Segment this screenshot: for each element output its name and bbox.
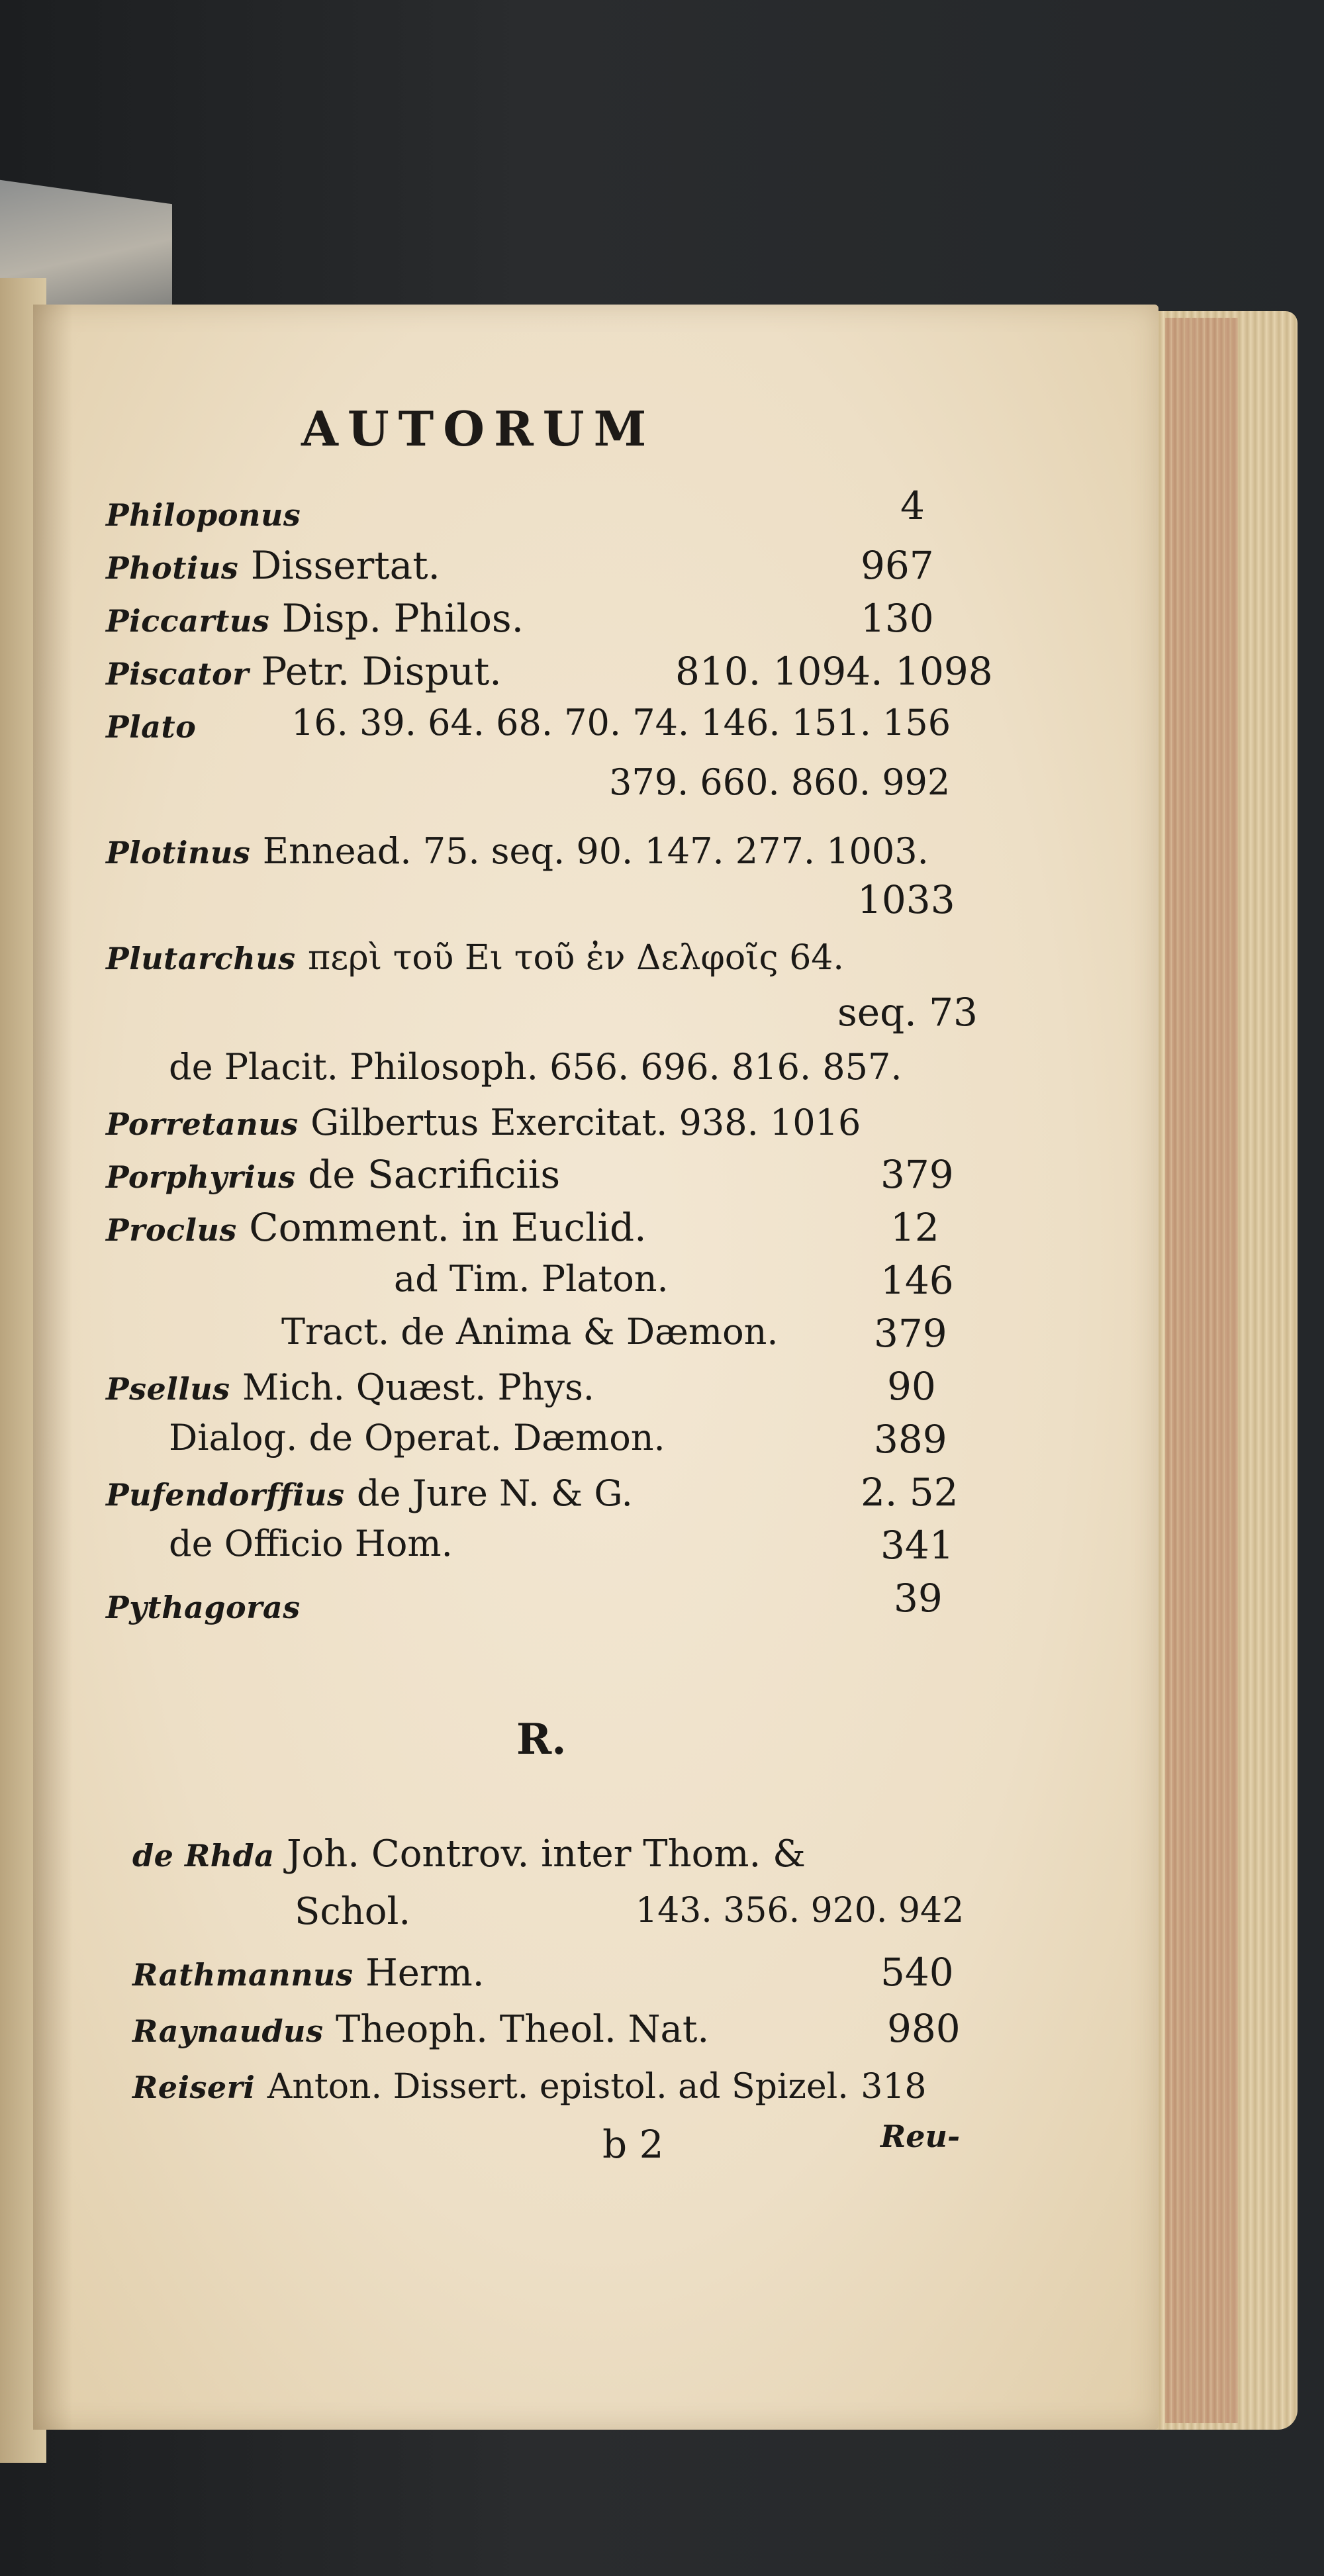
author-name: Porphyrius <box>106 1159 296 1195</box>
index-entry <box>106 649 502 694</box>
index-subentry: ad Tim. Platon. <box>394 1258 669 1300</box>
index-entry <box>132 2008 710 2051</box>
page-ref: 12 <box>890 1205 939 1250</box>
catchword: Reu- <box>880 2119 961 2154</box>
index-entry <box>106 937 844 978</box>
author-name: Piscator <box>106 656 249 692</box>
index-entry <box>106 543 440 588</box>
author-name: Plotinus <box>106 835 251 871</box>
entry-text: Gilbertus Exercitat. 938. 1016 <box>310 1102 861 1143</box>
author-name: Pythagoras <box>106 1590 301 1625</box>
author-name: Psellus <box>106 1371 230 1407</box>
author-name: Plutarchus <box>106 941 296 977</box>
index-subentry: de Placit. Philosoph. 656. 696. 816. 857. <box>169 1046 902 1088</box>
index-entry <box>132 1952 485 1995</box>
author-name: Photius <box>106 550 239 586</box>
page-ref: 16. 39. 64. 68. 70. 74. 146. 151. 156 <box>291 702 951 743</box>
index-entry <box>106 1367 594 1406</box>
page-ref: 39 <box>894 1576 943 1621</box>
entry-text: Herm. <box>365 1952 485 1995</box>
page-gutter <box>33 305 73 2430</box>
author-name: Proclus <box>106 1212 237 1248</box>
page-ref: 90 <box>887 1364 936 1409</box>
index-entry <box>106 1205 647 1250</box>
author-name: Porretanus <box>106 1106 299 1142</box>
index-subentry: Tract. de Anima & Dæmon. <box>281 1311 779 1353</box>
entry-text: Comment. in Euclid. <box>249 1205 647 1250</box>
index-subentry: Dialog. de Operat. Dæmon. <box>169 1417 665 1458</box>
author-name: Reiseri <box>132 2070 256 2105</box>
page-ref: 143. 356. 920. 942 <box>636 1891 965 1931</box>
page-ref: 379. 660. 860. 992 <box>609 761 951 803</box>
index-entry <box>106 1586 301 1624</box>
page-ref: 810. 1094. 1098 <box>675 649 993 694</box>
index-entry <box>106 493 301 532</box>
page-ref: 341 <box>880 1523 954 1568</box>
section-letter: R. <box>516 1715 567 1764</box>
entry-text: Ennead. 75. seq. 90. 147. 277. 1003. <box>262 830 929 872</box>
author-name: Rathmannus <box>132 1957 354 1993</box>
page-ref: 130 <box>861 596 934 641</box>
index-subentry: de Officio Hom. <box>169 1523 453 1564</box>
page-ref: seq. 73 <box>837 990 978 1035</box>
page-ref: 379 <box>880 1152 954 1197</box>
index-entry <box>106 705 196 743</box>
page-ref: 2. 52 <box>861 1470 959 1515</box>
page-ref: 379 <box>874 1311 947 1356</box>
author-name: Plato <box>106 709 197 745</box>
index-subentry: Schol. <box>295 1890 411 1933</box>
page-ref: 318 <box>861 2067 927 2107</box>
index-entry <box>106 1102 861 1141</box>
page-ref: 1033 <box>857 877 955 922</box>
entry-text: Petr. Disput. <box>261 649 502 694</box>
index-entry <box>132 2066 927 2107</box>
page-ref: 389 <box>874 1417 947 1462</box>
page-heading: AUTORUM <box>301 401 656 457</box>
entry-text: περὶ τοῦ Ει τοῦ ἐν Δελφοῖς 64. <box>308 938 844 978</box>
index-entry <box>106 1472 633 1514</box>
page-ref: 540 <box>880 1950 954 1995</box>
author-name: Piccartus <box>106 603 270 639</box>
author-name: Raynaudus <box>132 2013 324 2049</box>
entry-text: Disp. Philos. <box>281 596 524 641</box>
entry-text: Mich. Quæst. Phys. <box>242 1366 594 1408</box>
page-ref: 146 <box>880 1258 954 1303</box>
entry-text: de Sacrificiis <box>308 1152 561 1197</box>
author-name: Pufendorffius <box>106 1477 345 1513</box>
page-edges-red <box>1165 318 1238 2423</box>
entry-text: Anton. Dissert. epistol. ad Spizel. <box>267 2067 849 2107</box>
index-entry <box>106 830 929 872</box>
author-name: de Rhda <box>132 1838 275 1874</box>
index-entry <box>132 1833 806 1876</box>
entry-text: Joh. Controv. inter Thom. & <box>287 1833 806 1876</box>
page-ref: 4 <box>900 483 925 528</box>
entry-text: Theoph. Theol. Nat. <box>335 2008 710 2051</box>
page-ref: 967 <box>861 543 934 588</box>
author-name: Philoponus <box>106 497 301 533</box>
index-entry <box>106 596 524 641</box>
index-entry <box>106 1152 561 1197</box>
entry-text: de Jure N. & G. <box>356 1472 633 1514</box>
page-ref: 980 <box>887 2006 961 2051</box>
entry-text: Dissertat. <box>250 543 440 588</box>
signature-mark: b 2 <box>602 2122 664 2167</box>
